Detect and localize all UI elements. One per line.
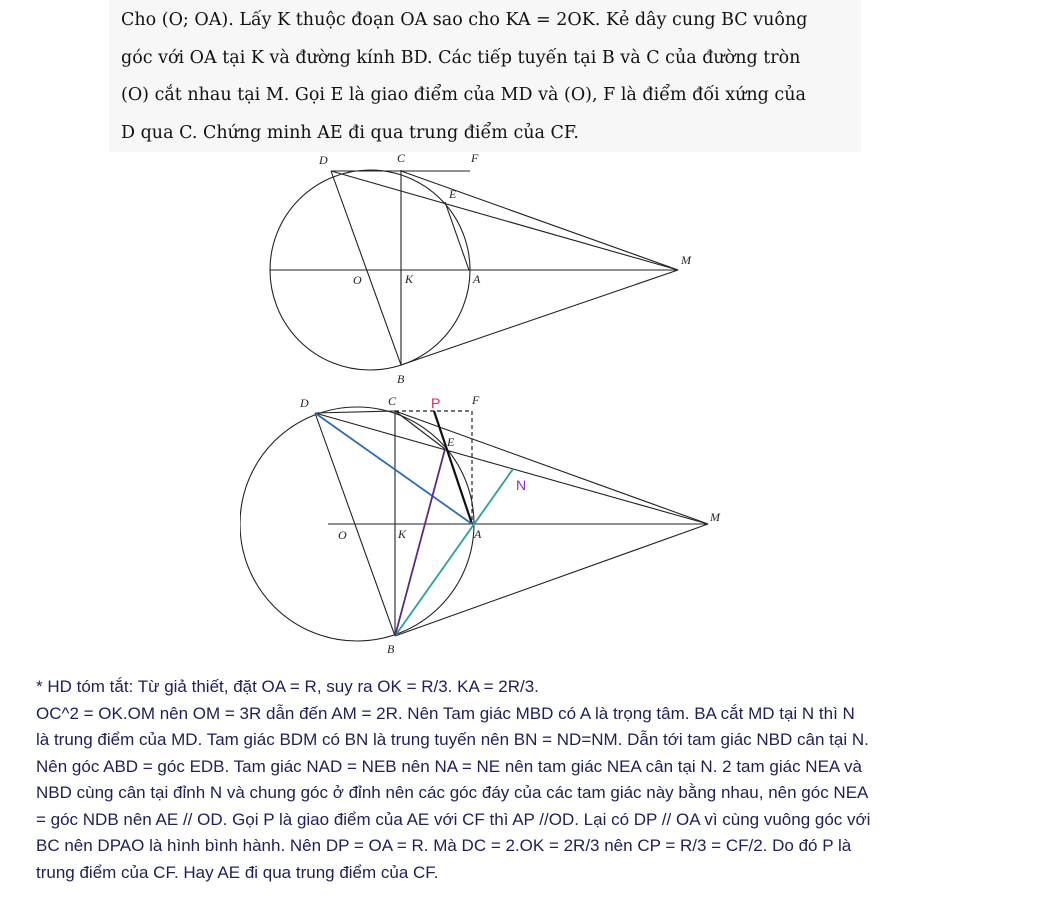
segment-bm (401, 270, 678, 365)
solution-line: trung điểm của CF. Hay AE đi qua trung điểm của CF. (36, 862, 439, 882)
figure-1 (255, 150, 705, 388)
segment-ce (395, 411, 445, 449)
segment-bm (395, 524, 708, 636)
segment-dm (331, 171, 678, 270)
segment-dm (315, 413, 708, 524)
segment-be (395, 449, 445, 636)
solution-line: là trung điểm của MD. Tam giác BDM có BN là trung tuyến nên BN = ND=NM. Dẫn tới tam giác NBD cân tại N. (36, 730, 869, 749)
label-e: E (447, 435, 455, 449)
label-k: K (398, 527, 407, 541)
solution-line: BC nên DPAO là hình bình hành. Nên DP = OA = R. Mà DC = 2.OK = 2R/3 nên CP = R/3 = CF/2. Do đó P là (36, 836, 852, 855)
problem-statement (109, 0, 861, 152)
label-o: O (338, 528, 347, 542)
problem-line: (O) cắt nhau tại M. Gọi E là giao điểm của MD và (O), F là điểm đối xứng của (121, 85, 806, 105)
segment-cm (401, 171, 678, 270)
label-p: P (431, 395, 441, 411)
label-m: M (681, 253, 691, 267)
segment-cm (395, 411, 708, 524)
label-k: K (405, 272, 414, 286)
solution-line: NBD cùng cân tại đỉnh N và chung góc ở đỉnh nên các góc đáy của các tam giác này bằng nhau, nên góc NEA (36, 783, 869, 802)
segment-bn (395, 469, 513, 636)
label-c: C (388, 394, 397, 408)
label-a: A (474, 527, 482, 541)
problem-line: D qua C. Chứng minh AE đi qua trung điểm của CF. (121, 122, 579, 143)
problem-line: Cho (O; OA). Lấy K thuộc đoạn OA sao cho KA = 2OK. Kẻ dây cung BC vuông (121, 10, 808, 30)
label-f: F (472, 393, 480, 407)
solution-line: = góc NDB nên AE // OD. Gọi P là giao điểm của AE với CF thì AP //OD. Lại có DP // OA vì cùng vuông góc với (36, 809, 871, 829)
segment-ae (445, 202, 469, 270)
label-c: C (397, 151, 406, 165)
label-o: O (353, 273, 362, 287)
label-n: N (516, 477, 527, 493)
segment-bd (331, 171, 401, 365)
label-b: B (387, 642, 395, 656)
solution-line: * HD tóm tắt: Từ giả thiết, đặt OA = R, suy ra OK = R/3. KA = 2R/3. (36, 677, 539, 696)
solution-text (36, 674, 1036, 886)
label-m: M (710, 510, 720, 524)
solution-line: OC^2 = OK.OM nên OM = 3R dẫn đến AM = 2R. Nên Tam giác MBD có A là trọng tâm. BA cắt MD tại N thì N (36, 703, 855, 723)
label-d: D (300, 396, 309, 410)
label-d: D (319, 153, 328, 167)
label-a: A (473, 272, 481, 286)
label-b: B (397, 372, 405, 386)
figure-2 (240, 388, 740, 668)
label-e: E (449, 187, 457, 201)
label-f: F (471, 151, 479, 165)
solution-line: Nên góc ABD = góc EDB. Tam giác NAD = NEB nên NA = NE nên tam giác NEA cân tại N. 2 tam giác NEA và (36, 756, 863, 776)
segment-da (315, 413, 472, 524)
problem-line: góc với OA tại K và đường kính BD. Các tiếp tuyến tại B và C của đường tròn (121, 47, 801, 68)
